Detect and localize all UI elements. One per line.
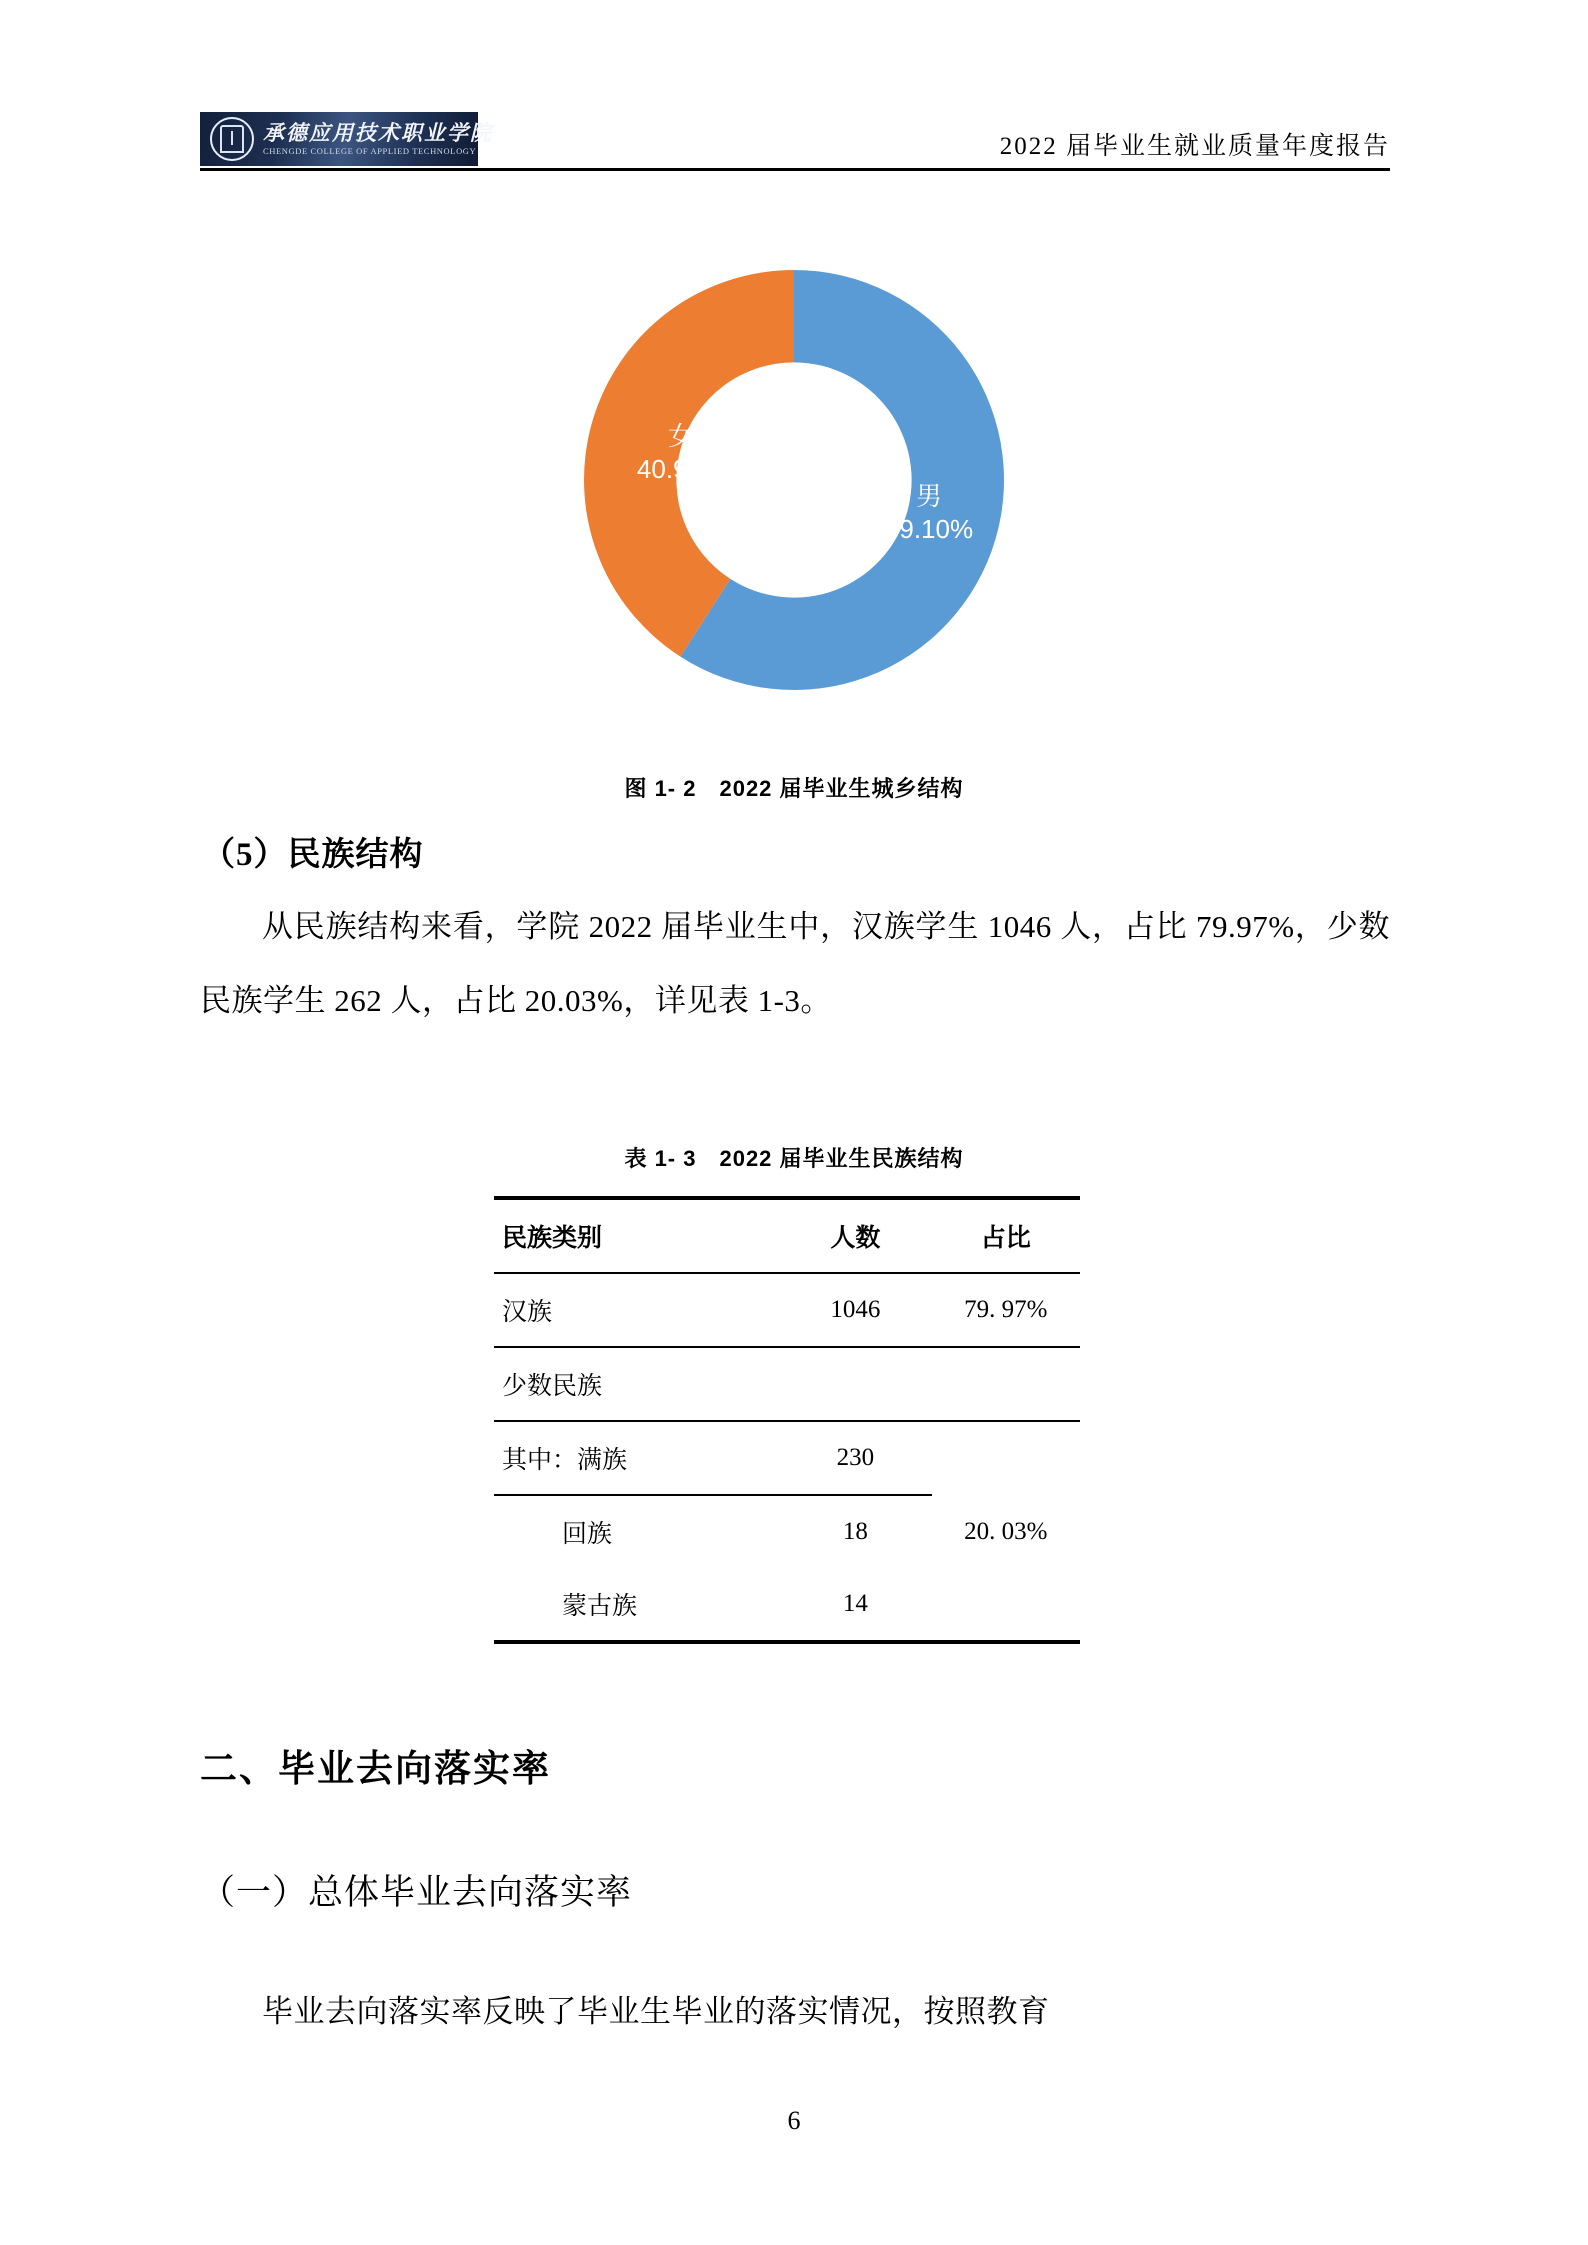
section-2-paragraph: 毕业去向落实率反映了毕业生毕业的落实情况，按照教育 [262,1994,1050,2029]
slice-label-male-name: 男 [915,481,942,511]
table-col-header-count: 人数 [779,1198,931,1273]
cell-category-hui: 回族 [494,1495,779,1568]
cell-count-manchu: 230 [779,1421,931,1495]
table-row [494,1495,1080,1568]
logo-english-name: CHENGDE COLLEGE OF APPLIED TECHNOLOGY [263,146,477,157]
header-divider [200,168,1390,171]
table-head [494,1198,1080,1273]
college-seal-icon [210,117,254,161]
cell-percent-mongol [932,1568,1080,1642]
page-number: 6 [787,2106,801,2135]
table-title: 表 1- 3 2022 届毕业生民族结构 [624,1146,964,1171]
gender-structure-chart [0,250,1588,760]
slice-label-male-percent: 59.10% [884,513,974,544]
section-5-paragraph: 从民族结构来看，学院 2022 届毕业生中，汉族学生 1046 人，占比 79.97%，少数民族学生 262 人，占比 20.03%，详见表 1-3。 [200,909,1390,1018]
cell-percent-han: 79. 97% [932,1273,1080,1347]
ethnic-structure-table [494,1196,1080,1644]
cell-count-minority [779,1347,931,1421]
cell-count-han: 1046 [779,1273,931,1347]
table-col-header-percent: 占比 [932,1198,1080,1273]
section-5-heading: （5）民族结构 [202,837,424,873]
figure-caption: 图 1- 2 2022 届毕业生城乡结构 [624,776,964,801]
college-logo [200,112,493,166]
section-2-subheading: （一）总体毕业去向落实率 [200,1873,633,1912]
cell-percent-hui: 20. 03% [964,1517,1048,1545]
cell-category-manchu: 其中：满族 [494,1421,779,1495]
donut-chart [564,250,1024,710]
table-row [494,1347,1080,1421]
section-2-heading: 二、毕业去向落实率 [200,1748,551,1789]
cell-category-han: 汉族 [494,1273,779,1347]
logo-chinese-name: 承德应用技术职业学院 [263,119,493,145]
cell-category-minority: 少数民族 [494,1347,779,1421]
table-body [494,1273,1080,1642]
cell-count-mongol: 14 [779,1568,931,1642]
table-row [494,1421,1080,1495]
slice-label-female-percent: 40.90% [636,453,726,484]
donut-svg [564,250,1024,710]
page-header [200,104,1390,166]
table-col-header-category: 民族类别 [494,1198,779,1273]
cell-percent-minority [932,1347,1080,1421]
table-row [494,1273,1080,1347]
cell-count-hui: 18 [779,1495,931,1568]
table-row [494,1568,1080,1642]
header-title: 2022 届毕业生就业质量年度报告 [999,133,1390,160]
cell-percent-manchu [932,1421,1080,1495]
cell-category-mongol: 蒙古族 [494,1568,779,1642]
slice-label-female-name: 女 [667,421,694,451]
table-header-row [494,1198,1080,1273]
